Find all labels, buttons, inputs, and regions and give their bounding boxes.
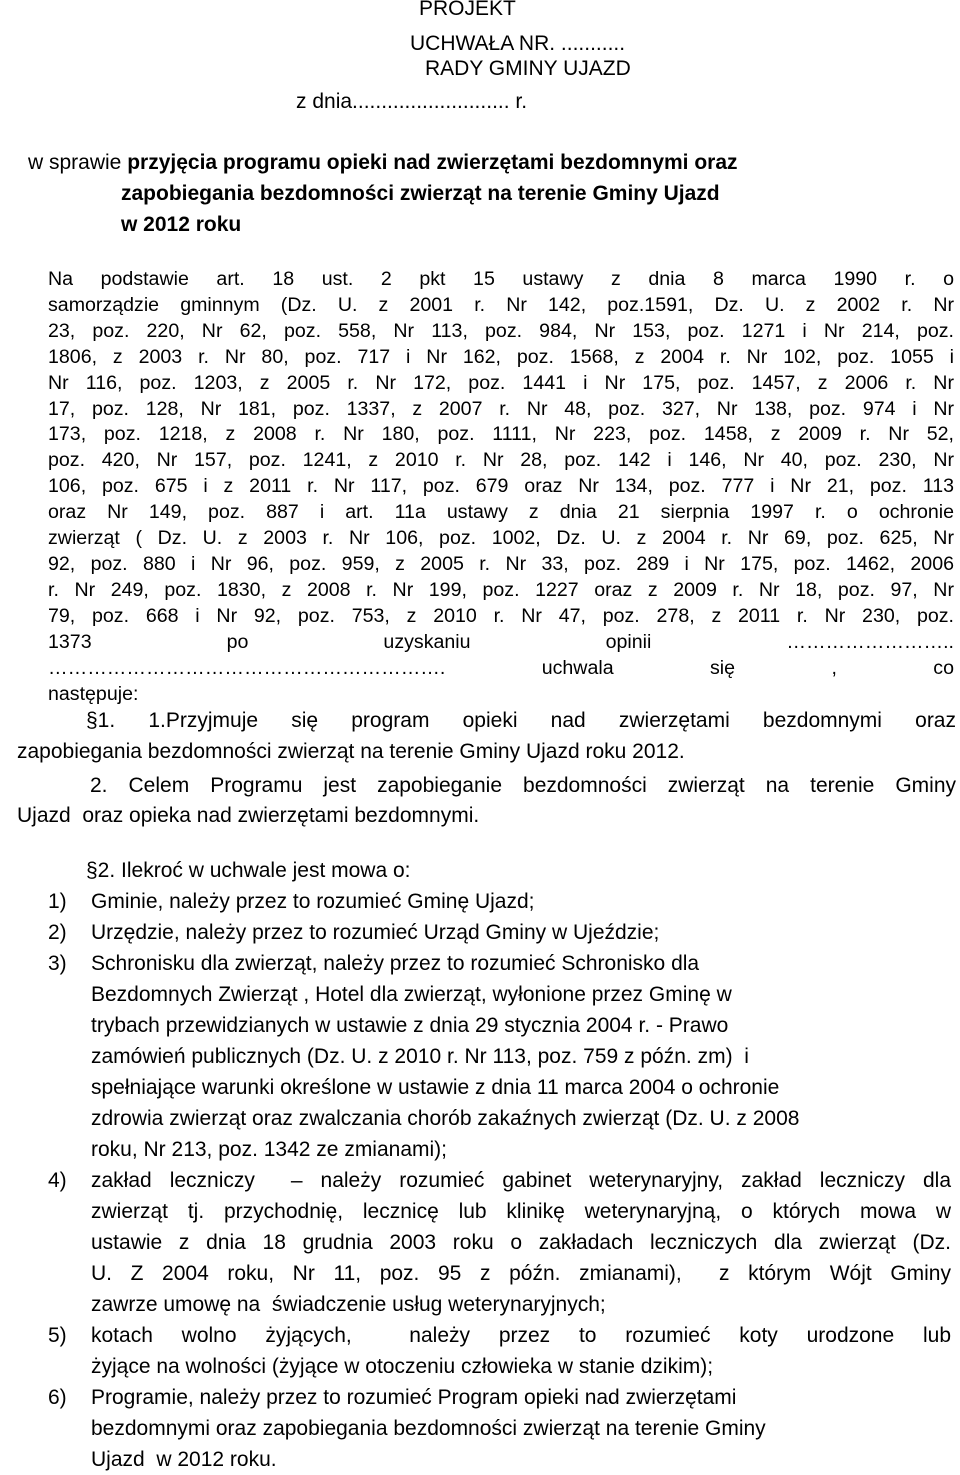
- definition-line: zawrze umowę na świadczenie usług weterynaryjnych;: [91, 1293, 606, 1316]
- section-2-intro: §2. Ilekroć w uchwale jest mowa o:: [86, 859, 411, 882]
- definition-text: [91, 1320, 951, 1382]
- definition-number: 4): [48, 1169, 67, 1192]
- legal-basis-line: ……………………………………………………. uchwala się , co: [48, 656, 954, 679]
- legal-basis-line: 173, poz. 1218, z 2008 r. Nr 180, poz. 1111, Nr 223, poz. 1458, z 2009 r. Nr 52,: [48, 423, 954, 446]
- legal-basis-line: 1373 po uzyskaniu opinii ……………………..: [48, 630, 954, 653]
- legal-basis-line: 106, poz. 675 i z 2011 r. Nr 117, poz. 679 oraz Nr 134, poz. 777 i Nr 21, poz. 113: [48, 475, 954, 498]
- legal-basis-line: 79, poz. 668 i Nr 92, poz. 753, z 2010 r. Nr 47, poz. 278, z 2011 r. Nr 230, poz.: [48, 604, 954, 627]
- definition-text: [91, 948, 951, 1165]
- definition-text: [91, 1165, 951, 1320]
- subject-line: [28, 147, 928, 178]
- legal-basis-line: 23, poz. 220, Nr 62, poz. 558, Nr 113, poz. 984, Nr 153, poz. 1271 i Nr 214, poz.: [48, 319, 954, 342]
- resolution-number: UCHWAŁA NR. ...........: [410, 32, 626, 55]
- definition-line: Gminie, należy przez to rozumieć Gminę Ujazd;: [91, 890, 535, 913]
- legal-basis-line: 92, poz. 880 i Nr 96, poz. 959, z 2005 r. Nr 33, poz. 289 i Nr 175, poz. 1462, 2006: [48, 552, 954, 575]
- definition-line: Urzędzie, należy przez to rozumieć Urząd Gminy w Ujeździe;: [91, 921, 660, 944]
- definition-line: Programie, należy przez to rozumieć Program opieki nad zwierzętami: [91, 1386, 737, 1409]
- definition-line: U. Z 2004 roku, Nr 11, poz. 95 z późn. zmianami), z którym Wójt Gminy: [91, 1262, 951, 1285]
- legal-basis-line: Nr 116, poz. 1203, z 2005 r. Nr 172, poz. 1441 i Nr 175, poz. 1457, z 2006 r. Nr: [48, 371, 954, 394]
- definition-line: roku, Nr 213, poz. 1342 ze zmianami);: [91, 1138, 447, 1161]
- definition-line: zamówień publicznych (Dz. U. z 2010 r. Nr 113, poz. 759 z późn. zm) i: [91, 1045, 749, 1068]
- legal-basis-line: oraz Nr 149, poz. 887 i art. 11a ustawy z dnia 21 sierpnia 1997 r. o ochronie: [48, 501, 954, 524]
- definition-line: zdrowia zwierząt oraz zwalczania chorób zakaźnych zwierząt (Dz. U. z 2008: [91, 1107, 800, 1130]
- definition-text: [91, 886, 951, 917]
- subject-title: przyjęcia programu opieki nad zwierzętami bezdomnymi oraz: [127, 151, 738, 174]
- definition-item: [0, 1165, 960, 1320]
- subject-prefix: w sprawie: [28, 151, 128, 174]
- legal-basis-line: Na podstawie art. 18 ust. 2 pkt 15 ustawy z dnia 8 marca 1990 r. o: [48, 268, 954, 290]
- definition-item: [0, 917, 960, 948]
- legal-basis-line: 1806, z 2003 r. Nr 80, poz. 717 i Nr 162, poz. 1568, z 2004 r. Nr 102, poz. 1055 i: [48, 345, 954, 368]
- section-1-paragraph-2: 2. Celem Programu jest zapobieganie bezdomności zwierząt na terenie Gminy: [90, 774, 956, 797]
- subject-line: w 2012 roku: [121, 213, 242, 236]
- definition-line: trybach przewidzianych w ustawie z dnia 29 stycznia 2004 r. - Prawo: [91, 1014, 729, 1037]
- legal-basis-line: zwierząt ( Dz. U. z 2003 r. Nr 106, poz. 1002, Dz. U. z 2004 r. Nr 69, poz. 625, Nr: [48, 527, 954, 550]
- definition-line: Ujazd w 2012 roku.: [91, 1448, 277, 1471]
- legal-basis: [48, 267, 954, 707]
- definition-line: zwierząt tj. przychodnię, lecznicę lub klinikę weterynaryjną, o których mowa w: [91, 1200, 951, 1223]
- definitions-list: [0, 886, 960, 1475]
- definition-line: zakład leczniczy – należy rozumieć gabinet weterynaryjny, zakład leczniczy dla: [91, 1169, 951, 1192]
- definition-item: [0, 948, 960, 1165]
- definition-text: [91, 917, 951, 948]
- legal-basis-line: 17, poz. 128, Nr 181, poz. 1337, z 2007 r. Nr 48, poz. 327, Nr 138, poz. 974 i Nr: [48, 397, 954, 420]
- definition-item: [0, 886, 960, 917]
- definition-item: [0, 1382, 960, 1475]
- definition-line: kotach wolno żyjących, należy przez to rozumieć koty urodzone lub: [91, 1324, 951, 1347]
- legal-basis-line: r. Nr 249, poz. 1830, z 2008 r. Nr 199, poz. 1227 oraz z 2009 r. Nr 18, poz. 97, Nr: [48, 578, 954, 601]
- definition-line: bezdomnymi oraz zapobiegania bezdomności zwierząt na terenie Gminy: [91, 1417, 766, 1440]
- section-1-paragraph-2-cont: Ujazd oraz opieka nad zwierzętami bezdomnymi.: [17, 804, 480, 827]
- definition-number: 1): [48, 890, 67, 913]
- definition-number: 3): [48, 952, 67, 975]
- definition-line: ustawie z dnia 18 grudnia 2003 roku o zakładach leczniczych dla zwierząt (Dz.: [91, 1231, 951, 1254]
- definition-line: Bezdomnych Zwierząt , Hotel dla zwierząt, wyłonione przez Gminę w: [91, 983, 732, 1006]
- definition-line: żyjące na wolności (żyjące w otoczeniu człowieka w stanie dzikim);: [91, 1355, 714, 1378]
- legal-basis-line: samorządzie gminnym (Dz. U. z 2001 r. Nr 142, poz.1591, Dz. U. z 2002 r. Nr: [48, 293, 954, 316]
- legal-basis-line: następuje:: [48, 682, 139, 705]
- section-1-paragraph-1: §1. 1.Przyjmuje się program opieki nad zwierzętami bezdomnymi oraz: [86, 709, 956, 732]
- section-1-paragraph-1-cont: zapobiegania bezdomności zwierząt na terenie Gminy Ujazd roku 2012.: [17, 740, 685, 763]
- definition-text: [91, 1382, 951, 1475]
- legal-basis-line: poz. 420, Nr 157, poz. 1241, z 2010 r. Nr 28, poz. 142 i 146, Nr 40, poz. 230, Nr: [48, 449, 954, 472]
- definition-number: 5): [48, 1324, 67, 1347]
- definition-item: [0, 1320, 960, 1382]
- resolution-date: z dnia........................... r.: [296, 90, 528, 113]
- council-name: RADY GMINY UJAZD: [425, 57, 631, 80]
- definition-line: Schronisku dla zwierząt, należy przez to rozumieć Schronisko dla: [91, 952, 700, 975]
- definition-number: 6): [48, 1386, 67, 1409]
- resolution-subject: [28, 147, 928, 240]
- definition-line: spełniające warunki określone w ustawie z dnia 11 marca 2004 o ochronie: [91, 1076, 780, 1099]
- definition-number: 2): [48, 921, 67, 944]
- subject-line: zapobiegania bezdomności zwierząt na terenie Gminy Ujazd: [121, 182, 720, 205]
- draft-label: PROJEKT: [419, 0, 516, 20]
